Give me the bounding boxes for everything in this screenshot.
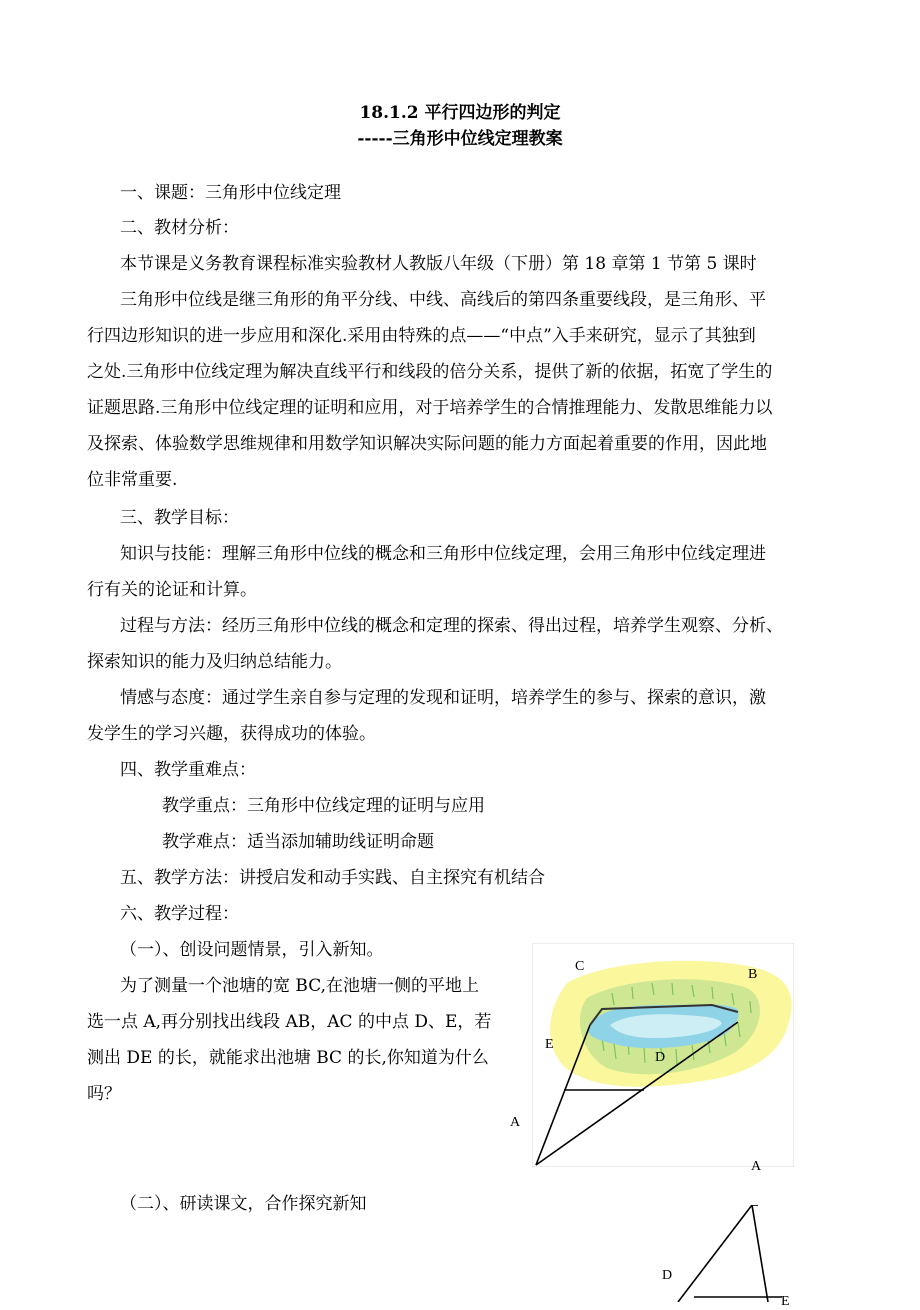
paragraph-line: 三角形中位线是继三角形的角平分线、中线、高线后的第四条重要线段，是三角形、平 [120, 290, 766, 310]
paragraph-line: 及探索、体验数学思维规律和用数学知识解决实际问题的能力方面起着重要的作用，因此地 [87, 434, 767, 454]
label-d-2: D [662, 1268, 673, 1283]
doc-subtitle: -----三角形中位线定理教案 [357, 129, 563, 149]
section-2-heading: 二、教材分析： [120, 218, 239, 238]
section-2-course-info: 本节课是义务教育课程标准实验教材人教版八年级（下册）第 18 章第 1 节第 5 课时 [120, 254, 757, 274]
section-6-heading: 六、教学过程： [120, 904, 239, 924]
triangle-side-left [678, 1205, 752, 1302]
label-c: C [575, 959, 585, 974]
label-e-2: E [781, 1294, 790, 1309]
section-5-method: 五、教学方法：讲授启发和动手实践、自主探究有机结合 [120, 868, 545, 888]
goal-knowledge-line: 知识与技能：理解三角形中位线的概念和三角形中位线定理，会用三角形中位线定理进 [120, 544, 766, 564]
paragraph-line: 位非常重要. [87, 470, 178, 490]
goal-emotion-line: 发学生的学习兴趣，获得成功的体验。 [87, 724, 376, 744]
goal-process-line: 过程与方法：经历三角形中位线的概念和定理的探索、得出过程，培养学生观察、分析、 [120, 616, 783, 636]
label-d: D [655, 1050, 666, 1065]
paragraph-line: 之处.三角形中位线定理为解决直线平行和线段的倍分关系，提供了新的依据，拓宽了学生的 [87, 362, 773, 382]
paragraph-line: 证题思路.三角形中位线定理的证明和应用，对于培养学生的合情推理能力、发散思维能力以 [87, 398, 773, 418]
label-e: E [545, 1037, 554, 1052]
difficult-point: 教学难点：适当添加辅助线证明命题 [162, 832, 434, 852]
problem-text-line: 选一点 A,再分别找出线段 AB，AC 的中点 D、E，若 [87, 1012, 492, 1032]
label-b: B [748, 967, 758, 982]
triangle-figure [670, 1205, 800, 1302]
section-3-heading: 三、教学目标： [120, 508, 239, 528]
problem-text-line: 测出 DE 的长，就能求出池塘 BC 的长,你知道为什么 [87, 1048, 489, 1068]
problem-text-line: 吗？ [87, 1084, 121, 1104]
key-point: 教学重点：三角形中位线定理的证明与应用 [162, 796, 485, 816]
doc-title: 18.1.2 平行四边形的判定 [359, 103, 561, 123]
section-1-topic: 一、课题：三角形中位线定理 [120, 183, 341, 203]
triangle-side-right [752, 1205, 768, 1302]
section-4-heading: 四、教学重难点： [120, 760, 256, 780]
subsection-1-title: （一）、创设问题情景，引入新知。 [120, 940, 384, 960]
label-a-bottom: A [751, 1159, 762, 1174]
paragraph-line: 行四边形知识的进一步应用和深化.采用由特殊的点——“中点”入手来研究，显示了其独到 [87, 326, 756, 346]
subsection-2-title: （二）、研读课文，合作探究新知 [120, 1194, 367, 1214]
goal-knowledge-line: 行有关的论证和计算。 [87, 580, 257, 600]
goal-emotion-line: 情感与态度：通过学生亲自参与定理的发现和证明，培养学生的参与、探索的意识，激 [120, 688, 766, 708]
problem-text-line: 为了测量一个池塘的宽 BC,在池塘一侧的平地上 [120, 976, 480, 996]
label-a-left: A [510, 1115, 521, 1130]
goal-process-line: 探索知识的能力及归纳总结能力。 [87, 652, 342, 672]
